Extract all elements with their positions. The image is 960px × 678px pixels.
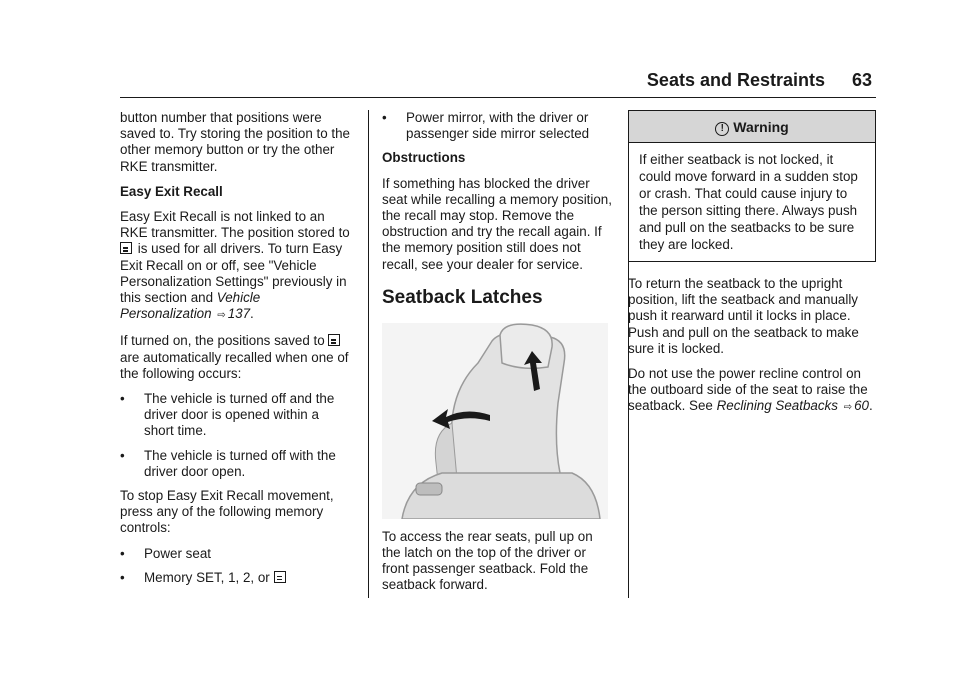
list-item-text: The vehicle is turned off and the driver door is opened within a short time. [144, 391, 335, 439]
page-ref-137[interactable]: 137 [227, 306, 251, 322]
page-ref-arrow-icon: ⇨ [843, 402, 853, 414]
link-vehicle-personalization[interactable]: Vehicle Personalization [120, 290, 261, 322]
warning-title: Warning [733, 119, 789, 135]
paragraph-if-turned-on [120, 333, 352, 382]
warning-text: If either seatback is not locked, it could move forward in a sudden stop or crash. That could cause injury to the person sitting there. Always push and pull on the seatbacks to be sure they are locked. [639, 152, 858, 252]
paragraph-obstructions: If something has blocked the driver seat while recalling a memory position, the recall may stop. Remove the obstruction and try the recall again. If the memory position still does not recall, see your dealer for service. [382, 175, 612, 272]
column-1 [120, 110, 352, 594]
text-segment: are automatically recalled when one of the following occurs: [120, 349, 349, 381]
text-segment: Easy Exit Recall is not linked to an RKE transmitter. The position stored to [120, 209, 350, 241]
heading-obstructions: Obstructions [382, 150, 466, 166]
list-item [120, 570, 352, 586]
list-item [120, 391, 352, 440]
warning-icon: ! [715, 122, 729, 136]
page-ref-arrow-icon: ⇨ [217, 310, 226, 322]
seat-drawing [382, 323, 608, 519]
driver-memory-key-icon [120, 242, 132, 254]
text-segment: Do not use the power recline control on the outboard side of the seat to raise the seatback. See [628, 366, 868, 414]
paragraph-return-seatback: To return the seatback to the upright position, lift the seatback and manually push it rearward until it locks in place. Push and pull on the seatback to make sure it is locked. [628, 276, 859, 356]
list-item-text: The vehicle is turned off with the driver door open. [144, 447, 336, 479]
bullet-icon: • [120, 391, 125, 407]
bullet-icon: • [382, 110, 387, 125]
bullet-icon: • [120, 545, 125, 561]
seat-control-icon [416, 483, 442, 495]
driver-memory-key-icon [274, 571, 286, 583]
list-item-text: Memory SET, 1, 2, or [144, 569, 270, 585]
link-reclining-seatbacks[interactable]: Reclining Seatbacks [716, 398, 838, 414]
column-3 [620, 110, 876, 426]
paragraph-memory-button: button number that positions were saved to. Try storing the position to the other memory button or try the other RKE transmitter. [120, 110, 351, 174]
bullet-icon: • [120, 569, 125, 585]
list-item [120, 448, 352, 480]
header-divider [120, 97, 876, 98]
list-item-text: Power seat [144, 545, 211, 561]
column-3-body [620, 276, 876, 417]
list-item [120, 546, 352, 562]
paragraph-easy-exit: Easy Exit Recall is not linked to an RKE transmitter. The position stored to is used for all drivers. To turn Easy Exit Recall on or off, see "Vehicle Personalization Settings" previously in this section and Vehicle Personalization ⇨ 137. [120, 209, 350, 322]
seat-cushion-shape [402, 473, 600, 519]
text-segment: If turned on, the positions saved to [120, 333, 325, 349]
page-section-title: Seats and Restraints [646, 70, 825, 90]
paragraph-power-recline: Do not use the power recline control on the outboard side of the seat to raise the seatback. See Reclining Seatbacks ⇨ 60. [628, 366, 873, 414]
warning-header [629, 111, 875, 143]
heading-easy-exit-recall: Easy Exit Recall [120, 183, 223, 199]
bullet-icon: • [120, 447, 125, 463]
section-title-seatback-latches: Seatback Latches [382, 286, 543, 308]
list-item [382, 110, 614, 142]
driver-memory-key-icon [328, 334, 340, 346]
text-segment: is used for all drivers. To turn Easy Exit Recall on or off, see "Vehicle Personalization Settings" previously in this section and [120, 241, 347, 306]
page-ref-60[interactable]: 60 [854, 398, 869, 414]
page-number: 63 [851, 70, 872, 90]
seat-illustration [382, 323, 608, 519]
column-divider-1 [368, 110, 369, 598]
column-2 [382, 110, 614, 603]
figure-caption: To access the rear seats, pull up on the latch on the top of the driver or front passenger seatback. Fold the seatback forward. [382, 528, 593, 593]
warning-box [628, 110, 876, 262]
list-item-text: Power mirror, with the driver or passenger side mirror selected [406, 110, 590, 142]
paragraph-stop-recall: To stop Easy Exit Recall movement, press any of the following memory controls: [120, 488, 334, 536]
